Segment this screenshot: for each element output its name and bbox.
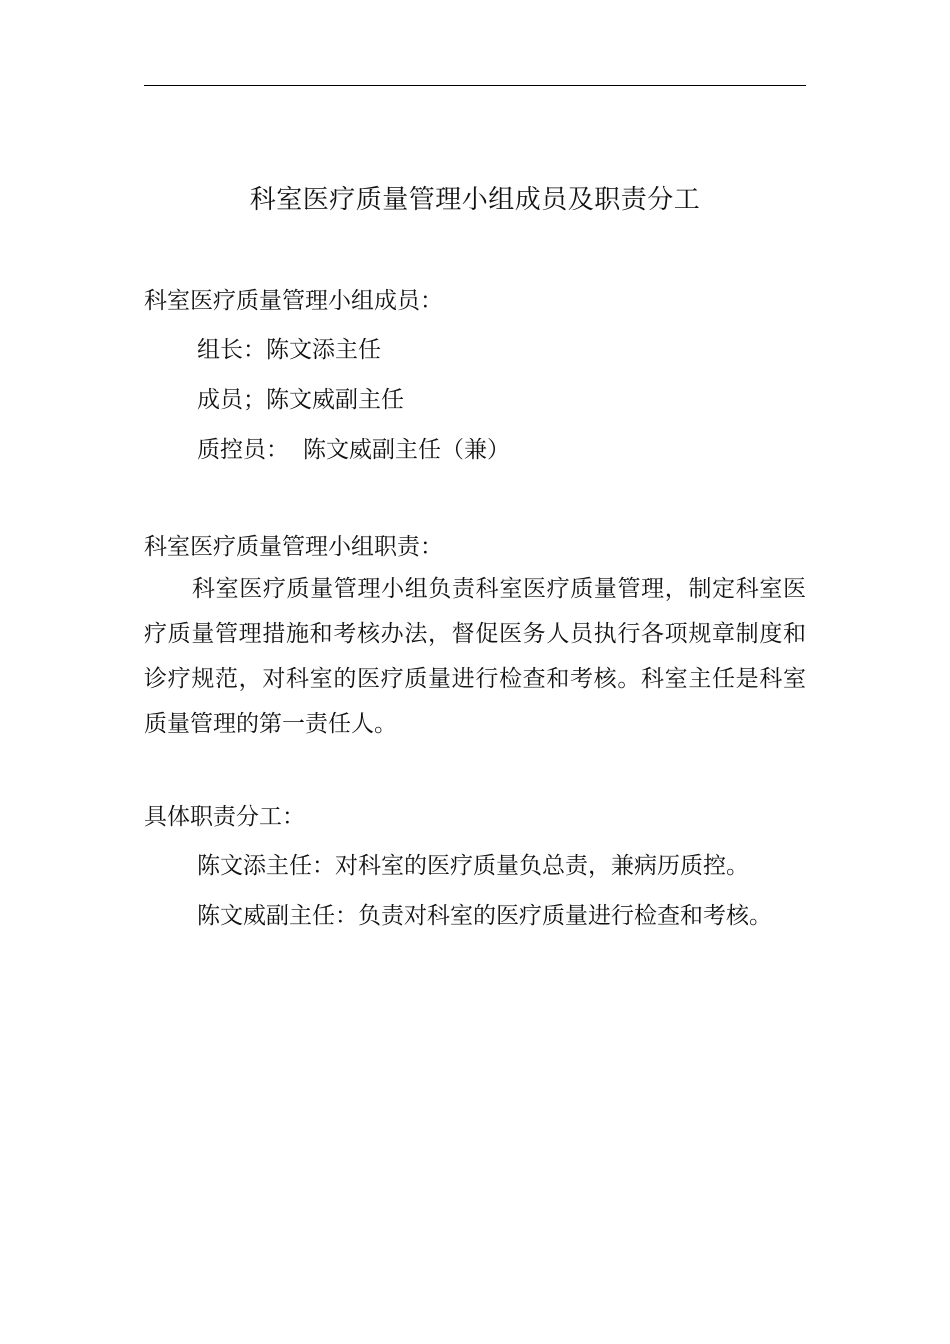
qc-name: 陈文威副主任（兼） <box>303 437 510 463</box>
duties-paragraph: 科室医疗质量管理小组负责科室医疗质量管理，制定科室医疗质量管理措施和考核办法，督促医务人员执行各项规章制度和诊疗规范，对科室的医疗质量进行检查和考核。科室主任是科室质量管理的第一责任人。 <box>144 576 806 737</box>
duties-heading: 科室医疗质量管理小组职责： <box>144 534 443 560</box>
document-title: 科室医疗质量管理小组成员及职责分工 <box>249 185 701 215</box>
qc-label: 质控员： <box>197 437 289 463</box>
header-rule <box>144 85 806 86</box>
qc-line <box>197 433 859 467</box>
member-line: 成员；陈文威副主任 <box>197 387 404 413</box>
division-item-2: 陈文威副主任：负责对科室的医疗质量进行检查和考核。 <box>197 903 772 929</box>
members-heading: 科室医疗质量管理小组成员： <box>144 288 443 314</box>
leader-line: 组长：陈文添主任 <box>197 337 381 363</box>
division-heading: 具体职责分工： <box>144 804 305 830</box>
division-item-1: 陈文添主任：对科室的医疗质量负总责，兼病历质控。 <box>197 853 749 879</box>
